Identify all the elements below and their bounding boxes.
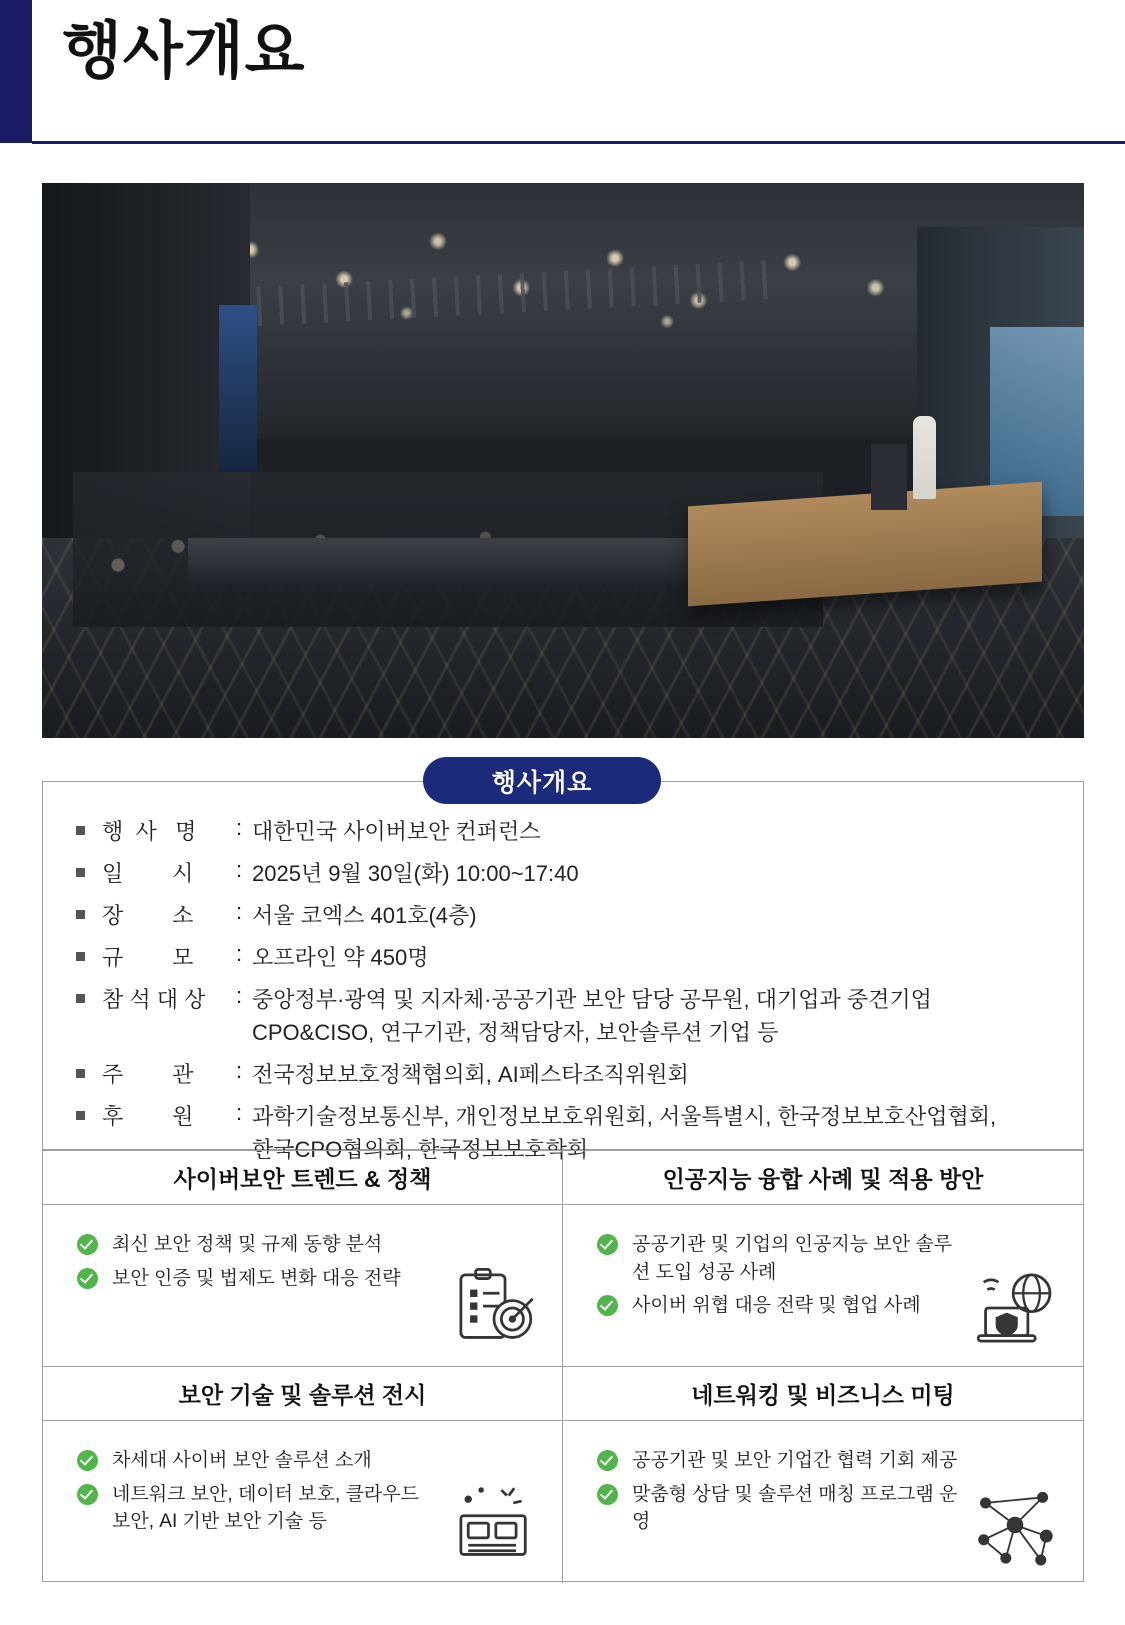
- overview-row-label: 후 원: [102, 1104, 194, 1129]
- overview-row-label: 장 소: [102, 903, 194, 928]
- overview-row-colon: :: [236, 941, 243, 966]
- laptop-globe-shield-icon: [969, 1262, 1061, 1354]
- program-cell-body-2: [563, 1205, 1083, 1367]
- check-icon: [77, 1484, 98, 1505]
- program-grid: [42, 1150, 1084, 1582]
- overview-badge: 행사개요: [423, 757, 661, 804]
- program-bullet-text: 공공기관 및 보안 기업간 협력 기회 제공: [632, 1450, 958, 1471]
- program-bullet-text: 차세대 사이버 보안 솔루션 소개: [112, 1450, 372, 1471]
- check-icon: [77, 1268, 98, 1289]
- program-bullet-text: 네트워크 보안, 데이터 보호, 클라우드 보안, AI 기반 보안 기술 등: [112, 1483, 419, 1533]
- overview-row-label: 행 사 명: [102, 819, 197, 844]
- overview-row-colon: :: [236, 983, 243, 1008]
- overview-row: [76, 983, 1056, 1049]
- bullet-icon: [76, 826, 85, 835]
- overview-row: [76, 899, 1056, 932]
- network-nodes-icon: [969, 1479, 1061, 1571]
- photo-speaker: [913, 416, 936, 499]
- photo-banner: [219, 305, 257, 472]
- overview-row-label: 주 관: [102, 1062, 194, 1087]
- overview-row-value-line2: 한국CPO협의회, 한국정보보호학회: [252, 1137, 589, 1162]
- program-title: 네트워킹 및 비즈니스 미팅: [691, 1382, 955, 1408]
- check-icon: [597, 1234, 618, 1255]
- program-body: [563, 1205, 1083, 1366]
- program-body: [563, 1421, 1083, 1583]
- overview-list: [76, 815, 1056, 1175]
- overview-row-label: 참 석 대 상: [102, 987, 206, 1012]
- overview-row: [76, 857, 1056, 890]
- program-cell-title-3: [43, 1367, 563, 1421]
- page-title: 행사개요: [62, 17, 306, 86]
- program-bullet: [77, 1447, 562, 1475]
- photo-illustration: [42, 183, 1084, 738]
- bullet-icon: [76, 952, 85, 961]
- program-bullet-text: 최신 보안 정책 및 규제 동향 분석: [112, 1234, 383, 1255]
- overview-row-value-line1: 중앙정부·광역 및 지자체·공공기관 보안 담당 공무원, 대기업과 중견기업: [252, 987, 932, 1012]
- check-icon: [77, 1450, 98, 1471]
- overview-row-value: [252, 983, 932, 1049]
- header-accent-bar: [0, 0, 32, 143]
- program-cell-body-1: [43, 1205, 563, 1367]
- program-bullet-text: 보안 인증 및 법제도 변화 대응 전략: [112, 1267, 401, 1289]
- program-bullet: [77, 1231, 562, 1259]
- header-divider: [32, 141, 1125, 144]
- overview-row-colon: :: [236, 857, 243, 882]
- photo-podium: [871, 444, 906, 511]
- program-cell-body-3: [43, 1421, 563, 1583]
- exhibition-booth-icon: [448, 1479, 540, 1571]
- overview-row: [76, 1058, 1056, 1091]
- overview-row: [76, 941, 1056, 974]
- overview-row-value: 대한민국 사이버보안 컨퍼런스: [252, 819, 541, 844]
- check-icon: [597, 1450, 618, 1471]
- program-cell-title-2: [563, 1151, 1083, 1205]
- photo-tables: [188, 538, 772, 584]
- bullet-icon: [76, 910, 85, 919]
- overview-row-colon: :: [236, 1100, 243, 1125]
- program-bullet-text: 사이버 위협 대응 전략 및 협업 사례: [632, 1295, 921, 1317]
- overview-row-colon: :: [236, 899, 243, 924]
- program-title: 보안 기술 및 솔루션 전시: [178, 1382, 427, 1408]
- program-cell-body-4: [563, 1421, 1083, 1583]
- program-body: [43, 1205, 562, 1366]
- program-title: 사이버보안 트렌드 & 정책: [173, 1166, 432, 1192]
- program-body: [43, 1421, 562, 1583]
- page-header: [0, 0, 1125, 143]
- bullet-icon: [76, 1069, 85, 1078]
- overview-row-value-line2: CPO&CISO, 연구기관, 정책담당자, 보안솔루션 기업 등: [252, 1020, 779, 1045]
- overview-row-value: 서울 코엑스 401호(4층): [252, 903, 477, 928]
- program-bullet-text: 맞춤형 상담 및 솔루션 매칭 프로그램 운영: [632, 1483, 958, 1533]
- overview-row-colon: :: [236, 1058, 243, 1083]
- program-bullet: [597, 1447, 1083, 1475]
- overview-row-colon: :: [236, 815, 243, 840]
- overview-row-value-line1: 과학기술정보통신부, 개인정보보호위원회, 서울특별시, 한국정보보호산업협회,: [252, 1104, 997, 1129]
- program-cell-title-1: [43, 1151, 563, 1205]
- overview-row-label: 규 모: [102, 945, 194, 970]
- conference-photo: [42, 183, 1084, 738]
- clipboard-target-icon: [448, 1262, 540, 1354]
- overview-row: [76, 815, 1056, 848]
- bullet-icon: [76, 868, 85, 877]
- program-title: 인공지능 융합 사례 및 적용 방안: [662, 1166, 984, 1192]
- check-icon: [597, 1295, 618, 1316]
- program-bullet-text: 공공기관 및 기업의 인공지능 보안 솔루션 도입 성공 사례: [632, 1234, 953, 1283]
- overview-row-value: 오프라인 약 450명: [252, 945, 429, 970]
- check-icon: [77, 1234, 98, 1255]
- program-cell-title-4: [563, 1367, 1083, 1421]
- overview-row-value: 전국정보보호정책협의회, AI페스타조직위원회: [252, 1062, 689, 1087]
- overview-row-value: 2025년 9월 30일(화) 10:00~17:40: [252, 861, 579, 886]
- overview-row-label: 일 시: [102, 861, 194, 886]
- bullet-icon: [76, 994, 85, 1003]
- check-icon: [597, 1484, 618, 1505]
- bullet-icon: [76, 1111, 85, 1120]
